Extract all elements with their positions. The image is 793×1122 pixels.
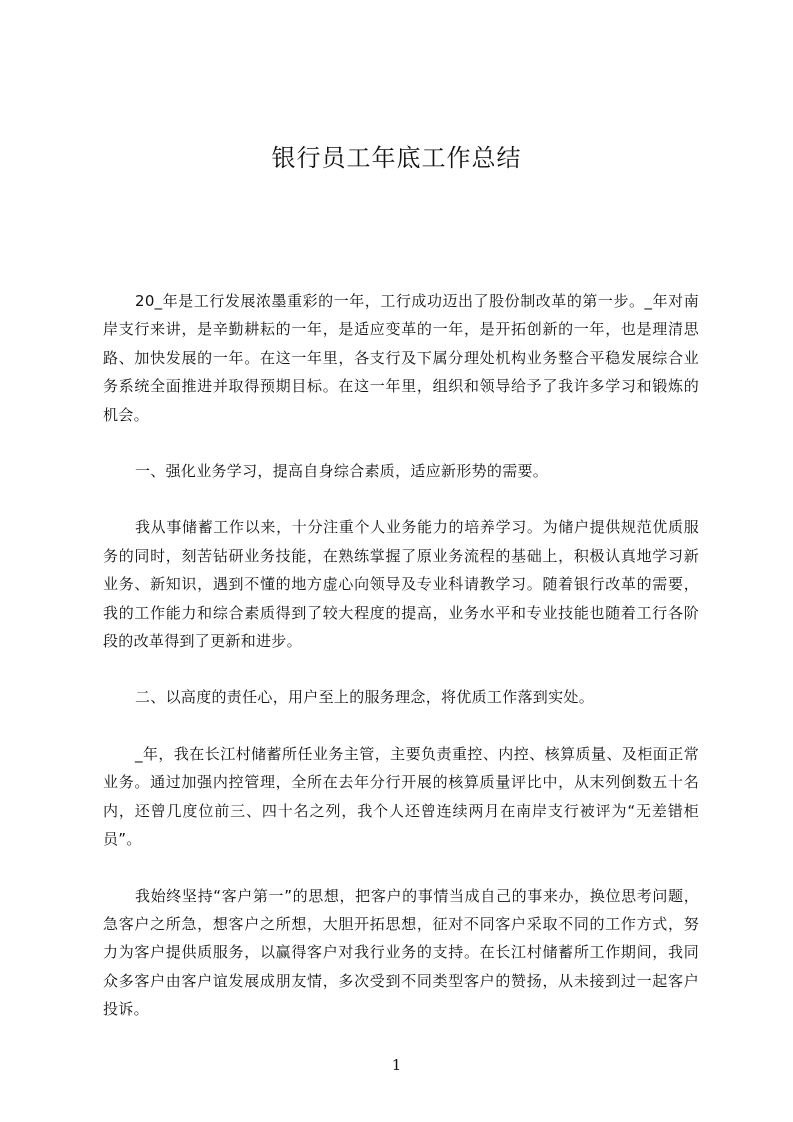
paragraph-customer: 我始终坚持“客户第一”的思想，把客户的事情当成自己的事来办，换位思考问题，急客户之所急，想客户之所想，大胆开拓思想，征对不同客户采取不同的工作方式，努力为客户提供质服务，以赢得客户对我行业务的支持。在长江村储蓄所工作期间，我同众多客户由客户谊发展成朋友情，多次受到不同类型客户的赞扬，从未接到过一起客户投诉。 — [103, 886, 699, 1019]
paragraph-duties: _年，我在长江村储蓄所任业务主管，主要负责重控、内控、核算质量、及柜面正常业务。通过加强内控管理，全所在去年分行开展的核算质量评比中，从末列倒数五十名内，还曾几度位前三、四十名之列，我个人还曾连续两月在南岸支行被评为“无差错柜员”。 — [103, 744, 699, 849]
page-number: 1 — [391, 1056, 402, 1074]
document-title: 银行员工年底工作总结 — [271, 144, 522, 172]
paragraph-intro: 20_年是工行发展浓墨重彩的一年，工行成功迈出了股份制改革的第一步。_年对南岸支行来讲，是辛勤耕耘的一年，是适应变革的一年，是开拓创新的一年，也是理清思路、加快发展的一年。在这一年里，各支行及下属分理处机构业务整合平稳发展综合业务系统全面推进并取得预期目标。在这一年里，组织和领导给予了我许多学习和锻炼的机会。 — [103, 292, 699, 424]
section-heading-2: 二、以高度的责任心，用户至上的服务理念，将优质工作落到实处。 — [135, 688, 595, 707]
document-body — [103, 287, 699, 1024]
section-heading-1: 一、强化业务学习，提高自身综合素质，适应新形势的需要。 — [135, 462, 549, 481]
paragraph-study: 我从事储蓄工作以来，十分注重个人业务能力的培养学习。为储户提供规范优质服务的同时，刻苦钻研业务技能，在熟练掌握了原业务流程的基础上，积极认真地学习新业务、新知识，遇到不懂的地方虚心向领导及专业科请教学习。随着银行改革的需要，我的工作能力和综合素质得到了较大程度的提高，业务水平和专业技能也随着工行各阶段的改革得到了更新和进步。 — [103, 518, 699, 651]
